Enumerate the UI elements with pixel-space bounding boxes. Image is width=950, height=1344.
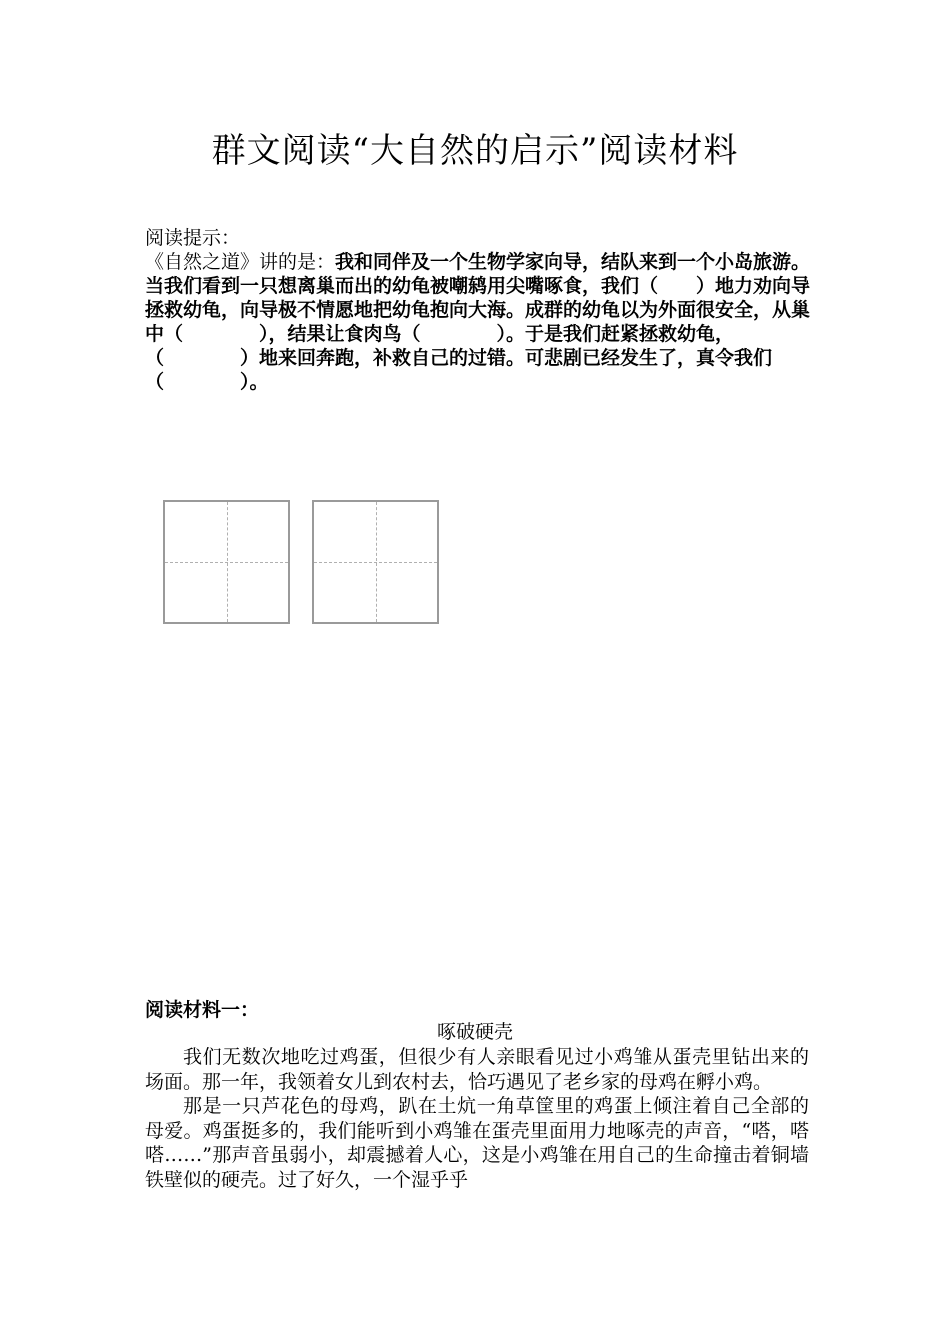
hint-summary: 我和同伴及一个生物学家向导，结队来到一个小岛旅游。当我们看到一只想离巢而出的幼龟被嘲鸫用尖嘴啄食，我们（ ）地力劝向导拯救幼龟，向导极不情愿地把幼龟抱向大海。成群的幼龟以为外面很安全，从巢中（ ），结果让食肉鸟（ ）。于是我们赶紧拯救幼龟，（ ）地来回奔跑，补救自己的过错。可悲剧已经发生了，真令我们（ ）。 [145,251,811,393]
hint-label: 阅读提示： [145,227,241,249]
hint-lead: 《自然之道》讲的是： [145,251,336,273]
material-label: 阅读材料一： [145,999,260,1021]
page-title: 群文阅读“大自然的启示”阅读材料 [211,131,739,171]
writing-grid [163,500,439,624]
writing-box[interactable] [163,500,290,624]
material-title: 啄破硬壳 [436,1021,513,1043]
writing-box[interactable] [312,500,439,624]
paragraph: 那是一只芦花色的母鸡，趴在土炕一角草筐里的鸡蛋上倾注着自己全部的母爱。鸡蛋挺多的，我们能听到小鸡雏在蛋壳里面用力地啄壳的声音，“嗒，嗒嗒……”那声音虽弱小，却震撼着人心，这是小鸡雏在用自己的生命撞击着铜墙铁壁似的硬壳。过了好久，一个湿乎乎 [145,1095,809,1191]
material-body [145,1045,809,1192]
paragraph: 我们无数次地吃过鸡蛋，但很少有人亲眼看见过小鸡雏从蛋壳里钻出来的场面。那一年，我领着女儿到农村去，恰巧遇见了老乡家的母鸡在孵小鸡。 [145,1046,809,1093]
reading-hint [145,226,825,394]
hint-content [145,250,825,394]
